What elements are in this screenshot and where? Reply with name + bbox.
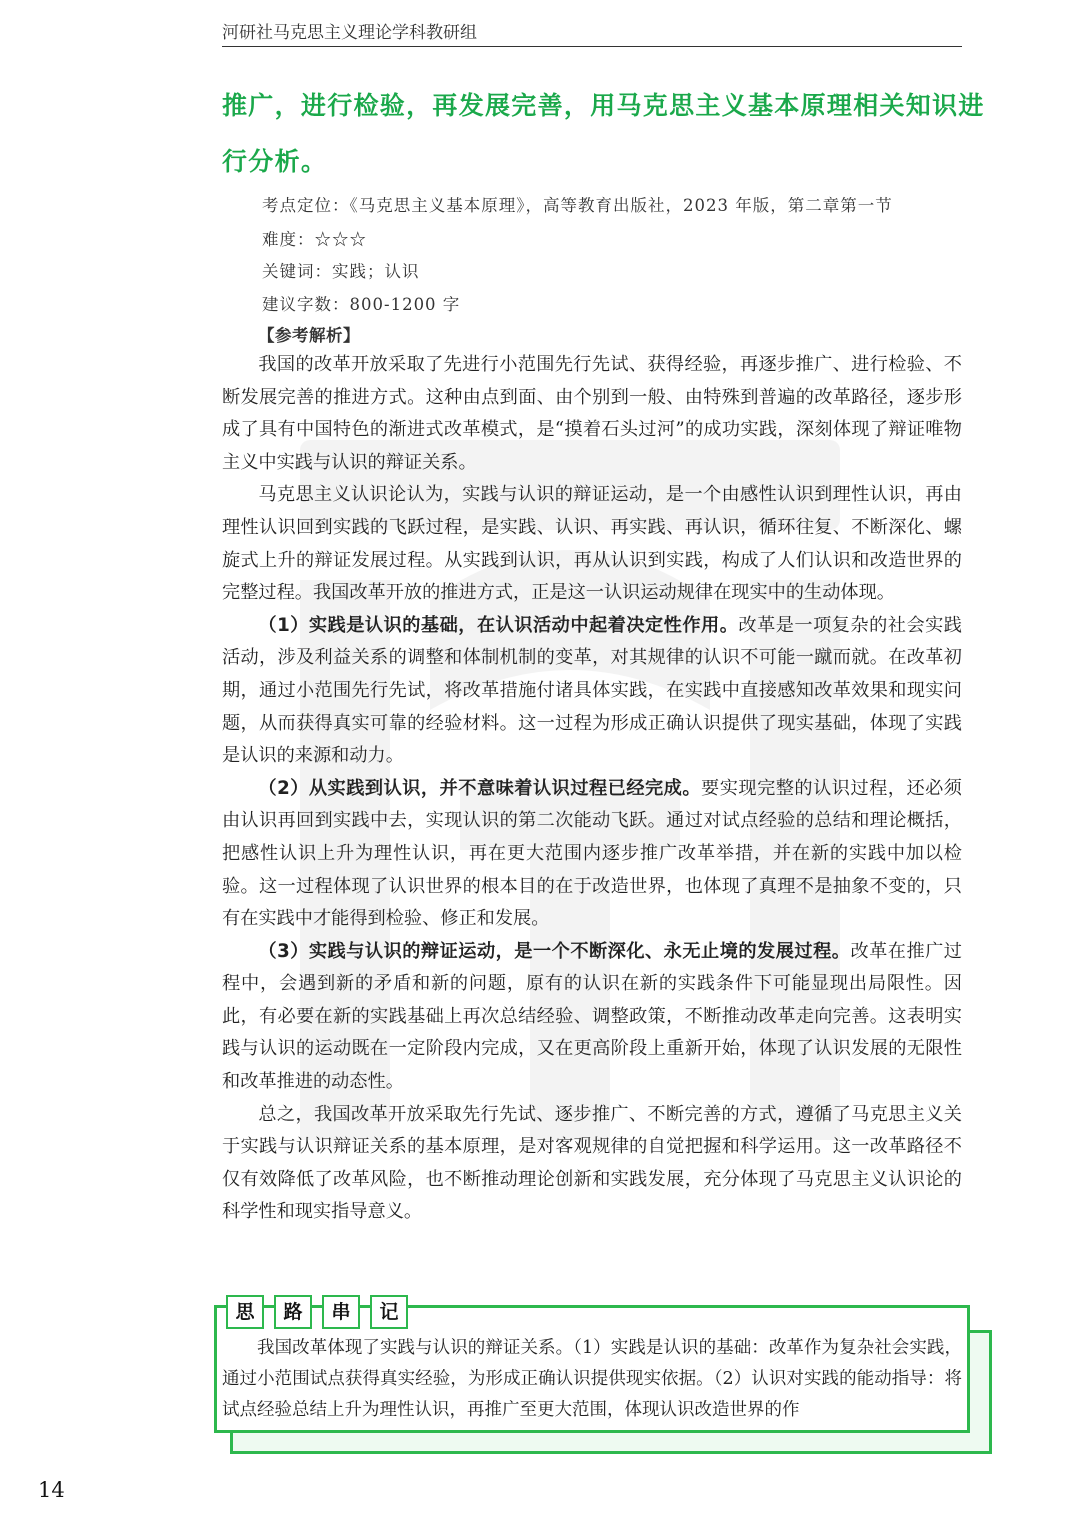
difficulty-text: 难度：☆☆☆ bbox=[262, 230, 367, 249]
title-chip-3: 串 bbox=[322, 1295, 360, 1329]
title-chip-1: 思 bbox=[226, 1295, 264, 1329]
point-1-text: 改革是一项复杂的社会实践活动，涉及利益关系的调整和体制机制的变革，对其规律的认识不可能一蹴而就。在改革初期，通过小范围先行先试，将改革措施付诸具体实践，在实践中直接感知改革效果和现实问题，从而获得真实可靠的经验材料。这一过程为形成正确认识提供了现实基础，体现了实践是认识的来源和动力。 bbox=[222, 614, 962, 767]
title-chip-2: 路 bbox=[274, 1295, 312, 1329]
point-2-heading: （2）从实践到认识，并不意味着认识过程已经完成。 bbox=[258, 777, 702, 799]
question-line-2: 行分析。 bbox=[222, 147, 328, 176]
paragraph-5 bbox=[222, 936, 962, 1099]
summary-text: 我国改革体现了实践与认识的辩证关系。（1）实践是认识的基础：改革作为复杂社会实践，通过小范围试点获得真实经验，为形成正确认识提供现实依据。（2）认识对实践的能动指导：将试点经验总结上升为理性认识，再推广至更大范围，体现认识改造世界的作 bbox=[222, 1338, 962, 1420]
point-2-text: 要实现完整的认识过程，还必须由认识再回到实践中去，实现认识的第二次能动飞跃。通过对试点经验的总结和理论概括，把感性认识上升为理性认识，再在更大范围内逐步推广改革举措，并在新的实践中加以检验。这一过程体现了认识世界的根本目的在于改造世界，也体现了真理不是抽象不变的，只有在实践中才能得到检验、修正和发展。 bbox=[222, 777, 962, 930]
word-count-text: 建议字数：800-1200 字 bbox=[262, 295, 461, 314]
keywords-text: 关键词：实践；认识 bbox=[262, 262, 420, 281]
section-label: 【参考解析】 bbox=[258, 326, 360, 345]
paragraph-4 bbox=[222, 773, 962, 936]
paragraph-1: 我国的改革开放采取了先进行小范围先行先试、获得经验，再逐步推广、进行检验、不断发展完善的推进方式。这种由点到面、由个别到一般、由特殊到普遍的改革路径，逐步形成了具有中国特色的渐进式改革模式，是“摸着石头过河”的成功实践，深刻体现了辩证唯物主义中实践与认识的辩证关系。 bbox=[222, 354, 962, 473]
source-text: 考点定位：《马克思主义基本原理》，高等教育出版社，2023 年版，第二章第一节 bbox=[262, 196, 893, 215]
point-3-text: 改革在推广过程中，会遇到新的矛盾和新的问题，原有的认识在新的实践条件下可能显现出局限性。因此，有必要在新的实践基础上再次总结经验、调整政策，不断推动改革走向完善。这表明实践与认识的运动既在一定阶段内完成，又在更高阶段上重新开始，体现了认识发展的无限性和改革推进的动态性。 bbox=[222, 940, 962, 1093]
point-3-heading: （3）实践与认识的辩证运动，是一个不断深化、永无止境的发展过程。 bbox=[258, 940, 851, 962]
page-number: 14 bbox=[38, 1478, 65, 1502]
question-line-1: 推广，进行检验，再发展完善，用马克思主义基本原理相关知识进 bbox=[222, 91, 985, 120]
point-1-heading: （1）实践是认识的基础，在认识活动中起着决定性作用。 bbox=[258, 614, 739, 636]
summary-box-title bbox=[226, 1295, 408, 1329]
paragraph-3 bbox=[222, 610, 962, 773]
header-title: 河研社马克思主义理论学科教研组 bbox=[222, 23, 477, 43]
page-header bbox=[222, 20, 962, 47]
paragraph-6: 总之，我国改革开放采取先行先试、逐步推广、不断完善的方式，遵循了马克思主义关于实践与认识辩证关系的基本原理，是对客观规律的自觉把握和科学运用。这一改革路径不仅有效降低了改革风险，也不断推动理论创新和实践发展，充分体现了马克思主义认识论的科学性和现实指导意义。 bbox=[222, 1103, 962, 1223]
title-chip-4: 记 bbox=[370, 1295, 408, 1329]
paragraph-2: 马克思主义认识论认为，实践与认识的辩证运动，是一个由感性认识到理性认识，再由理性认识回到实践的飞跃过程，是实践、认识、再实践、再认识，循环往复、不断深化、螺旋式上升的辩证发展过程。从实践到认识，再从认识到实践，构成了人们认识和改造世界的完整过程。我国改革开放的推进方式，正是这一认识运动规律在现实中的生动体现。 bbox=[222, 484, 962, 604]
analysis-body bbox=[222, 349, 962, 1229]
